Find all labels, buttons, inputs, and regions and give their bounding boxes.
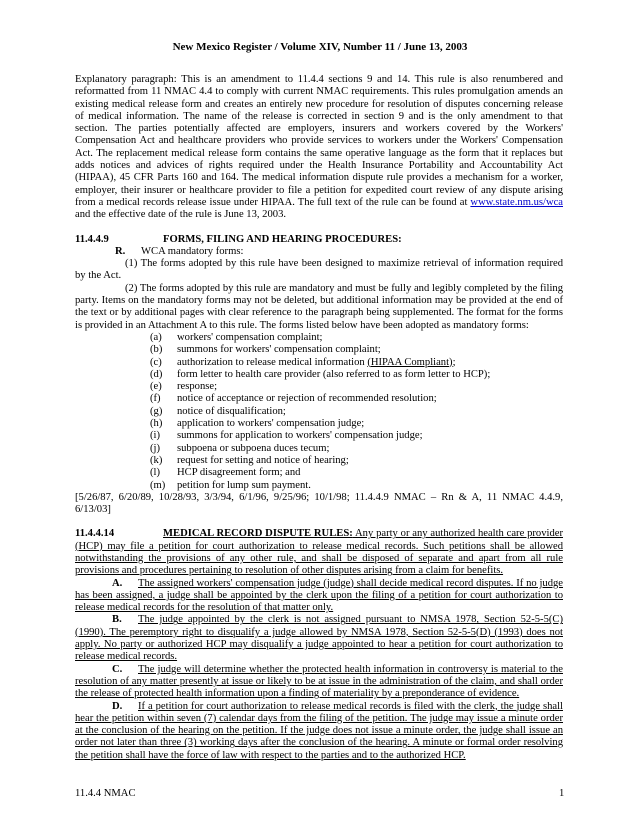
page-number: 1 bbox=[559, 788, 565, 799]
subsection-c-text: The judge will determine whether the protected health information in controversy is material to the resolution of any matter presently at issue or likely to be at issue in the administration of the claim, and shall order the release of protected health information upon a finding of materiality by a preponderance of evidence. bbox=[75, 663, 563, 700]
subsection-b-text: The judge appointed by the clerk is not assigned pursuant to NMSA 1978, Section 52-5-5(C) (1990). The peremptory right to disqualify a judge allowed by NMSA 1978, Section 52-5-5(D) (1993) does not apply. No party or authorized HCP may disqualify a judge appointed to hear a petition for court authorization to release medical records. bbox=[75, 614, 563, 663]
list-item: (k) request for setting and notice of hearing; bbox=[150, 454, 349, 466]
subsection-d-text: If a petition for court authorization to release medical records is filed with the clerk, the judge shall hear the petition within seven (7) calendar days from the filing of the petition. The judge may issue a minute order at the conclusion of the hearing on the petition. If the judge does not issue a minute order, the judge shall issue an order not later than three (3) working days after the conclusion of the hearing. A minute or formal order resolving the petition shall have the force of law with respect to the parties and to the authorized HCP. bbox=[75, 700, 563, 761]
paragraph-1: (1) The forms adopted by this rule have been designed to maximize retrieval of information required by the Act. bbox=[75, 258, 563, 282]
subsection-b bbox=[75, 614, 563, 663]
subsection-a bbox=[75, 578, 563, 615]
section-9-heading bbox=[75, 234, 563, 246]
section-14-intro: Any party or any authorized health care provider (HCP) may file a petition for court authorization to release medical records. Such petitions shall be allowed notwithstanding the provisions of any other rule, and shall be disposed of separate and apart from all rule provisions and procedures pertaining to resolution of other disputes arising from a claim for benefits. bbox=[75, 528, 563, 577]
list-item: (b) summons for workers' compensation complaint; bbox=[150, 344, 381, 356]
list-item: (a) workers' compensation complaint; bbox=[150, 331, 323, 343]
subsection-c bbox=[75, 664, 563, 701]
list-item: (m) petition for lump sum payment. bbox=[150, 479, 311, 491]
section-9-history: [5/26/87, 6/20/89, 10/28/93, 3/3/94, 6/1/96, 9/25/96; 10/1/98; 11.4.4.9 NMAC – Rn & A, 11 NMAC 4.4.9, 6/13/03] bbox=[75, 491, 563, 516]
list-item: (h) application to workers' compensation judge; bbox=[150, 418, 365, 430]
list-item: (d) form letter to health care provider (also referred to as form letter to HCP); bbox=[150, 368, 491, 380]
explanatory-text: Explanatory paragraph: This is an amendment to 11.4.4 sections 9 and 14. This rule is also renumbered and reformatted from 11 NMAC 4.4 to comply with current NMAC requirements. This rules promulgation amends an existing medical release form and creates an entirely new procedure for resolution of disputes concerning release of medical information. The name of the release is corrected in section 9 and is the only amendment to that section. The parties potentially affected are employers, insurers and workers covered by the Workers' Compensation Act and healthcare providers who provide services to workers under the Workers' Compensation Act. The replacement medical release form contains the same operative language as the form that it replaces but adds notices and advices of rights required under the Health Insurance Portability and Accountability Act (HIPAA), 45 CFR Parts 160 and 164. The medical information dispute rule provides a mechanism for a worker, employer, their insurer or healthcare provider to file a petition for expedited court review of any dispute arising from a medical records release issue under HIPAA. The full text of the rule can be found at bbox=[75, 74, 563, 208]
list-item: (i) summons for application to workers' compensation judge; bbox=[150, 430, 423, 442]
section-14 bbox=[75, 528, 563, 577]
explanatory-paragraph bbox=[75, 74, 563, 222]
subsection-a-label: A. bbox=[112, 577, 123, 589]
subsection-r bbox=[75, 246, 563, 258]
explanatory-text-end: and the effective date of the rule is June 13, 2003. bbox=[75, 209, 287, 221]
list-item: (c) authorization to release medical information (HIPAA Compliant); bbox=[150, 356, 456, 368]
list-item: (g) notice of disqualification; bbox=[150, 405, 286, 417]
list-item: (f) notice of acceptance or rejection of recommended resolution; bbox=[150, 393, 437, 405]
subsection-d-label: D. bbox=[112, 700, 123, 712]
subsection-r-text: WCA mandatory forms: bbox=[141, 245, 244, 257]
list-item: (e) response; bbox=[150, 381, 218, 393]
document-body bbox=[75, 74, 563, 762]
subsection-b-label: B. bbox=[112, 614, 122, 626]
section-14-title: MEDICAL RECORD DISPUTE RULES: bbox=[163, 528, 353, 540]
mandatory-forms-list bbox=[75, 332, 563, 492]
paragraph-2: (2) The forms adopted by this rule are mandatory and must be fully and legibly completed by the filing party. Items on the mandatory forms may not be deleted, but additional information may be provided at the end of the text or by additional pages with clear reference to the paragraph being supplemented. The format for the forms is provided in an Attachment A to this rule. The forms listed below have been adopted as mandatory forms: bbox=[75, 282, 563, 331]
subsection-r-label: R. bbox=[115, 245, 126, 257]
hipaa-compliant-amendment: (HIPAA Compliant) bbox=[367, 356, 453, 368]
list-item: (l) HCP disagreement form; and bbox=[150, 467, 301, 479]
subsection-d bbox=[75, 701, 563, 762]
subsection-a-text: The assigned workers' compensation judge (judge) shall decide medical record disputes. If no judge has been assigned, a judge shall be appointed by the clerk upon the filing of a petition for court authorization to release medical records for the resolution of that matter only. bbox=[75, 577, 563, 614]
section-9-number: 11.4.4.9 bbox=[75, 233, 109, 245]
subsection-c-label: C. bbox=[112, 663, 123, 675]
section-14-number: 11.4.4.14 bbox=[75, 528, 115, 540]
register-header: New Mexico Register / Volume XIV, Number 11 / June 13, 2003 bbox=[172, 41, 468, 53]
footer-citation: 11.4.4 NMAC bbox=[75, 788, 136, 799]
wca-website-link[interactable]: www.state.nm.us/wca bbox=[470, 196, 563, 208]
section-9-title: FORMS, FILING AND HEARING PROCEDURES: bbox=[163, 233, 402, 245]
list-item: (j) subpoena or subpoena duces tecum; bbox=[150, 442, 330, 454]
